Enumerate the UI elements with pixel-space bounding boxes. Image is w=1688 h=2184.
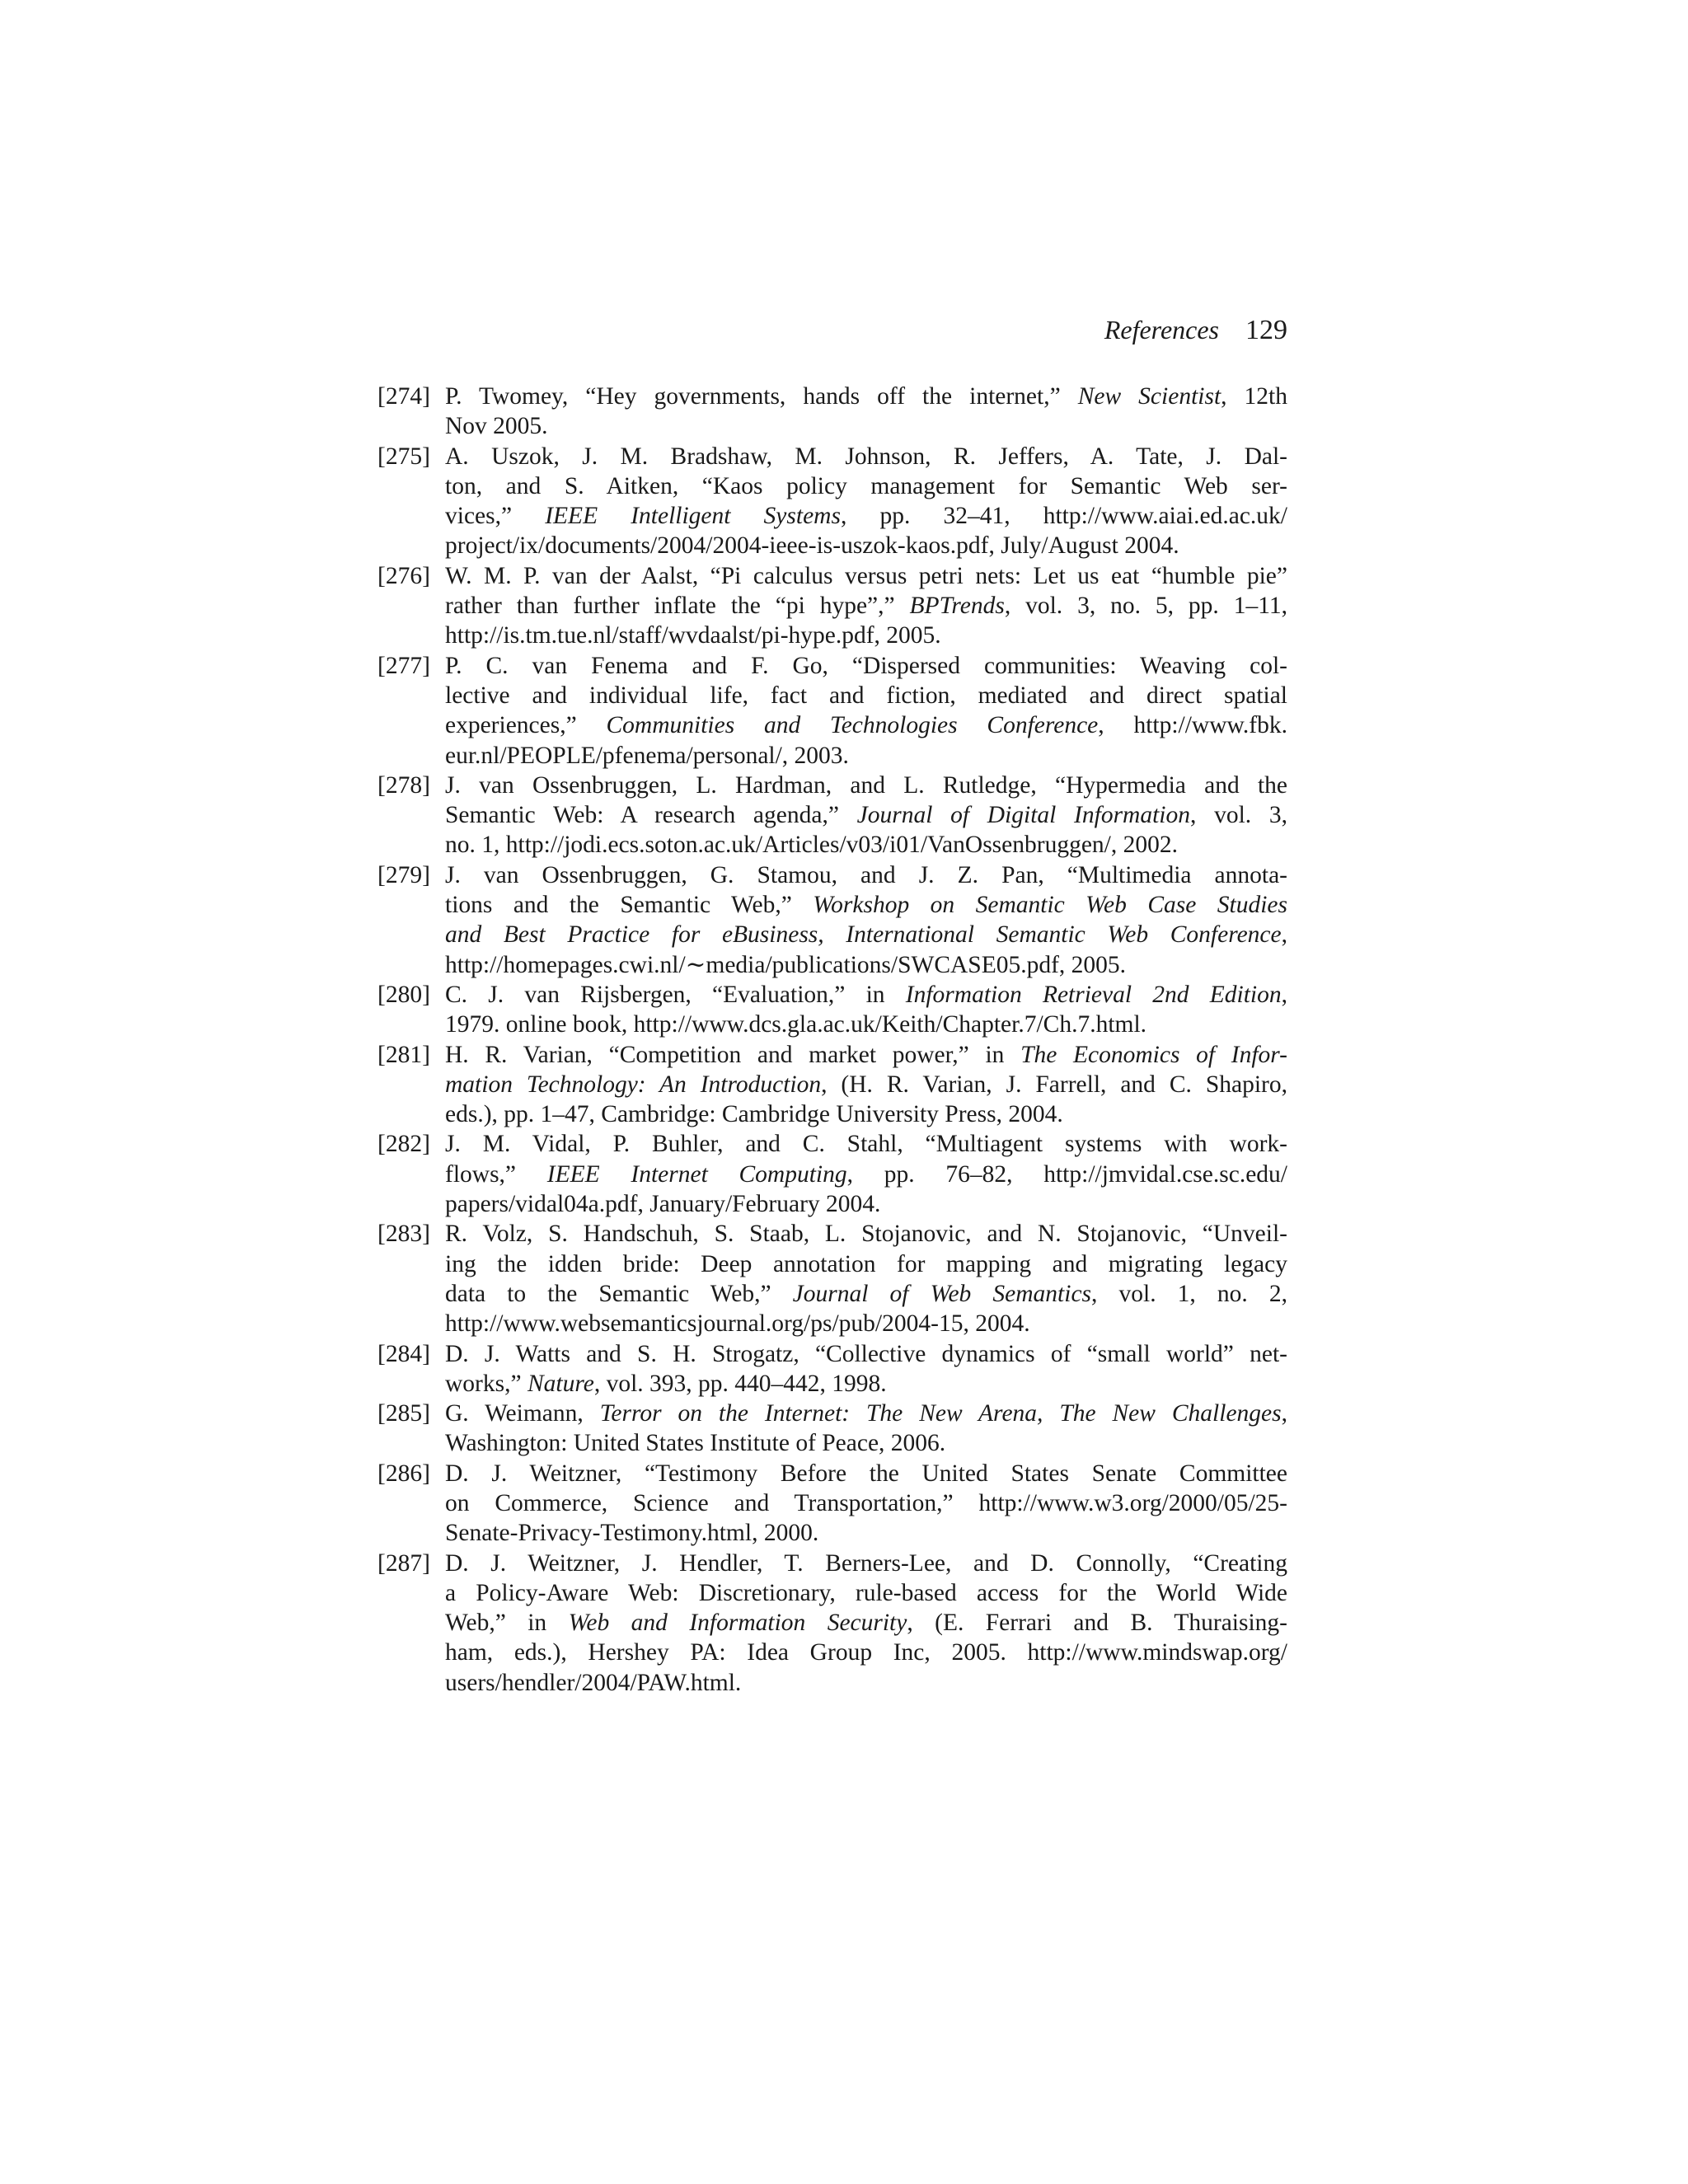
reference-segment: Senate-Privacy-Testimony.html, 2000.	[445, 1520, 819, 1547]
reference-segment: J. van Ossenbruggen, L. Hardman, and L. Rutledge, “Hypermedia and the	[445, 771, 1287, 799]
reference-segment: ,	[1281, 921, 1287, 949]
reference-segment: W. M. P. van der Aalst, “Pi calculus versus petri nets: Let us eat “humble pie”	[445, 562, 1287, 589]
reference-line	[445, 1638, 1287, 1667]
reference-line	[445, 1160, 1287, 1189]
italic-title: Journal of Web Semantics	[792, 1280, 1092, 1307]
reference-entry	[377, 1129, 1287, 1219]
reference-line	[445, 920, 1287, 949]
reference-line	[445, 621, 1287, 650]
reference-line	[445, 1488, 1287, 1518]
reference-segment: , vol. 393, pp. 440–442, 1998.	[593, 1370, 887, 1397]
reference-entry	[377, 1549, 1287, 1698]
reference-text	[445, 1549, 1287, 1698]
reference-segment: experiences,”	[445, 712, 607, 739]
reference-entry	[377, 561, 1287, 651]
reference-number: [278]	[377, 771, 430, 799]
reference-segment: 1979. online book, http://www.dcs.gla.ac.uk/Keith/Chapter.7/Ch.7.html.	[445, 1011, 1147, 1038]
reference-line	[445, 830, 1287, 860]
italic-title: Terror on the Internet: The New Arena, The New Challenges	[599, 1400, 1282, 1427]
reference-number: [280]	[377, 981, 430, 1008]
reference-number: [279]	[377, 861, 430, 888]
reference-segment: A. Uszok, J. M. Bradshaw, M. Johnson, R. Jeffers, A. Tate, J. Dal-	[445, 443, 1287, 470]
reference-text	[445, 1459, 1287, 1549]
reference-text	[445, 771, 1287, 860]
reference-number: [283]	[377, 1221, 430, 1248]
italic-title: IEEE Internet Computing	[546, 1160, 847, 1188]
reference-line	[445, 950, 1287, 980]
reference-line	[445, 411, 1287, 441]
reference-entry	[377, 1459, 1287, 1549]
reference-list	[377, 382, 1287, 1698]
reference-line	[445, 1249, 1287, 1279]
reference-segment: Washington: United States Institute of Peace, 2006.	[445, 1430, 946, 1457]
reference-line	[445, 890, 1287, 920]
reference-segment: Nov 2005.	[445, 413, 548, 440]
reference-text	[445, 980, 1287, 1040]
reference-segment: a Policy-Aware Web: Discretionary, rule-based access for the World Wide	[445, 1579, 1287, 1606]
reference-segment: , vol. 1, no. 2,	[1091, 1280, 1287, 1307]
italic-title: IEEE Intelligent Systems	[545, 503, 841, 530]
italic-title: BPTrends	[909, 593, 1005, 620]
reference-number: [287]	[377, 1549, 430, 1577]
section-title: References	[1104, 315, 1219, 344]
reference-segment: http://is.tm.tue.nl/staff/wvdaalst/pi-hype.pdf, 2005.	[445, 622, 941, 649]
reference-segment: lective and individual life, fact and fiction, mediated and direct spatial	[445, 682, 1287, 709]
reference-segment: no. 1, http://jodi.ecs.soton.ac.uk/Articles/v03/i01/VanOssenbruggen/, 2002.	[445, 832, 1178, 859]
reference-line	[445, 1070, 1287, 1099]
reference-line	[445, 980, 1287, 1010]
reference-text	[445, 1399, 1287, 1459]
italic-title: and Best Practice for eBusiness, International Semantic Web Conference	[445, 921, 1282, 949]
reference-segment: R. Volz, S. Handschuh, S. Staab, L. Stojanovic, and N. Stojanovic, “Unveil-	[445, 1221, 1287, 1248]
reference-text	[445, 1219, 1287, 1338]
reference-number: [284]	[377, 1340, 430, 1367]
reference-segment: works,”	[445, 1370, 528, 1397]
reference-line	[445, 1279, 1287, 1309]
italic-title: mation Technology: An Introduction	[445, 1071, 822, 1098]
reference-line	[445, 1369, 1287, 1399]
reference-line	[445, 1578, 1287, 1608]
reference-line	[445, 741, 1287, 771]
reference-segment: http://www.websemanticsjournal.org/ps/pub/2004-15, 2004.	[445, 1310, 1030, 1338]
reference-segment: , 12th	[1221, 383, 1287, 410]
reference-segment: ,	[1281, 981, 1287, 1008]
reference-line	[445, 1189, 1287, 1219]
reference-line	[445, 442, 1287, 471]
reference-segment: eur.nl/PEOPLE/pfenema/personal/, 2003.	[445, 742, 849, 769]
reference-line	[445, 471, 1287, 501]
italic-title: Journal of Digital Information	[856, 802, 1191, 829]
reference-line	[445, 681, 1287, 710]
reference-segment: H. R. Varian, “Competition and market power,” in	[445, 1041, 1021, 1068]
reference-text	[445, 651, 1287, 771]
reference-segment: C. J. van Rijsbergen, “Evaluation,” in	[445, 981, 906, 1008]
reference-segment: J. van Ossenbruggen, G. Stamou, and J. Z. Pan, “Multimedia annota-	[445, 861, 1287, 888]
reference-segment: Semantic Web: A research agenda,”	[445, 802, 857, 829]
italic-title: Communities and Technologies Conference	[606, 712, 1099, 739]
reference-entry	[377, 1040, 1287, 1130]
reference-entry	[377, 1339, 1287, 1399]
reference-segment: papers/vidal04a.pdf, January/February 2004.	[445, 1191, 881, 1218]
reference-text	[445, 382, 1287, 442]
reference-line	[445, 1668, 1287, 1698]
reference-line	[445, 1549, 1287, 1578]
reference-segment: ,	[1281, 1400, 1287, 1427]
reference-line	[445, 382, 1287, 411]
reference-segment: D. J. Weitzner, “Testimony Before the United States Senate Committee	[445, 1460, 1287, 1487]
reference-line	[445, 771, 1287, 800]
italic-title: Workshop on Semantic Web Case Studies	[813, 892, 1287, 919]
reference-line	[445, 1608, 1287, 1638]
reference-segment: J. M. Vidal, P. Buhler, and C. Stahl, “Multiagent systems with work-	[445, 1131, 1287, 1158]
reference-entry	[377, 382, 1287, 442]
reference-entry	[377, 442, 1287, 561]
reference-segment: tions and the Semantic Web,”	[445, 892, 814, 919]
reference-text	[445, 1339, 1287, 1399]
reference-segment: ing the idden bride: Deep annotation for mapping and migrating legacy	[445, 1250, 1287, 1277]
page-number: 129	[1245, 315, 1287, 345]
reference-line	[445, 591, 1287, 621]
reference-line	[445, 1428, 1287, 1458]
reference-text	[445, 1129, 1287, 1219]
reference-segment: D. J. Watts and S. H. Strogatz, “Collective dynamics of “small world” net-	[445, 1340, 1287, 1367]
reference-number: [274]	[377, 383, 430, 410]
reference-number: [282]	[377, 1131, 430, 1158]
reference-entry	[377, 980, 1287, 1040]
reference-line	[445, 651, 1287, 681]
reference-segment: G. Weimann,	[445, 1400, 600, 1427]
reference-line	[445, 800, 1287, 830]
reference-number: [286]	[377, 1460, 430, 1487]
reference-number: [275]	[377, 443, 430, 470]
reference-number: [285]	[377, 1400, 430, 1427]
reference-segment: Web,” in	[445, 1610, 569, 1637]
reference-entry	[377, 860, 1287, 980]
reference-entry	[377, 1219, 1287, 1338]
reference-segment: ton, and S. Aitken, “Kaos policy management for Semantic Web ser-	[445, 472, 1287, 499]
reference-entry	[377, 651, 1287, 771]
italic-title: Nature	[527, 1370, 594, 1397]
reference-segment: , (E. Ferrari and B. Thuraising-	[907, 1610, 1287, 1637]
reference-segment: on Commerce, Science and Transportation,” http://www.w3.org/2000/05/25-	[445, 1489, 1287, 1516]
reference-segment: rather than further inflate the “pi hype”,”	[445, 593, 910, 620]
reference-segment: , pp. 32–41, http://www.aiai.ed.ac.uk/	[840, 503, 1287, 530]
reference-line	[445, 1010, 1287, 1039]
reference-number: [281]	[377, 1041, 430, 1068]
reference-segment: users/hendler/2004/PAW.html.	[445, 1669, 742, 1696]
reference-segment: data to the Semantic Web,”	[445, 1280, 793, 1307]
reference-line	[445, 1129, 1287, 1159]
reference-segment: D. J. Weitzner, J. Hendler, T. Berners-Lee, and D. Connolly, “Creating	[445, 1549, 1287, 1577]
reference-line	[445, 1399, 1287, 1428]
reference-segment: , http://www.fbk.	[1098, 712, 1287, 739]
running-head	[377, 313, 1287, 347]
reference-segment: flows,”	[445, 1160, 547, 1188]
reference-line	[445, 561, 1287, 591]
italic-title: New Scientist	[1077, 383, 1221, 410]
italic-title: Information Retrieval 2nd Edition	[905, 981, 1282, 1008]
reference-segment: http://homepages.cwi.nl/∼media/publications/SWCASE05.pdf, 2005.	[445, 951, 1127, 978]
reference-line	[445, 1309, 1287, 1338]
reference-entry	[377, 771, 1287, 860]
reference-text	[445, 561, 1287, 651]
reference-segment: P. C. van Fenema and F. Go, “Dispersed communities: Weaving col-	[445, 652, 1287, 679]
reference-number: [276]	[377, 562, 430, 589]
reference-segment: P. Twomey, “Hey governments, hands off the internet,”	[445, 383, 1078, 410]
reference-text	[445, 1040, 1287, 1130]
reference-segment: , pp. 76–82, http://jmvidal.cse.sc.edu/	[846, 1160, 1287, 1188]
reference-line	[445, 1459, 1287, 1488]
reference-segment: , vol. 3, no. 5, pp. 1–11,	[1004, 593, 1287, 620]
reference-segment: project/ix/documents/2004/2004-ieee-is-uszok-kaos.pdf, July/August 2004.	[445, 532, 1179, 560]
reference-line	[445, 1040, 1287, 1070]
reference-segment: eds.), pp. 1–47, Cambridge: Cambridge University Press, 2004.	[445, 1101, 1063, 1128]
reference-line	[445, 860, 1287, 890]
italic-title: The Economics of Infor-	[1020, 1041, 1287, 1068]
reference-text	[445, 860, 1287, 980]
reference-line	[445, 501, 1287, 531]
reference-entry	[377, 1399, 1287, 1459]
reference-line	[445, 710, 1287, 740]
reference-line	[445, 1518, 1287, 1548]
reference-text	[445, 442, 1287, 561]
reference-line	[445, 1219, 1287, 1249]
reference-number: [277]	[377, 652, 430, 679]
reference-line	[445, 1339, 1287, 1369]
reference-segment: ham, eds.), Hershey PA: Idea Group Inc, 2005. http://www.mindswap.org/	[445, 1639, 1287, 1666]
reference-segment: , (H. R. Varian, J. Farrell, and C. Shapiro,	[821, 1071, 1287, 1098]
reference-segment: vices,”	[445, 503, 546, 530]
italic-title: Web and Information Security	[568, 1610, 907, 1637]
reference-segment: , vol. 3,	[1190, 802, 1288, 829]
reference-line	[445, 1099, 1287, 1129]
reference-line	[445, 531, 1287, 560]
